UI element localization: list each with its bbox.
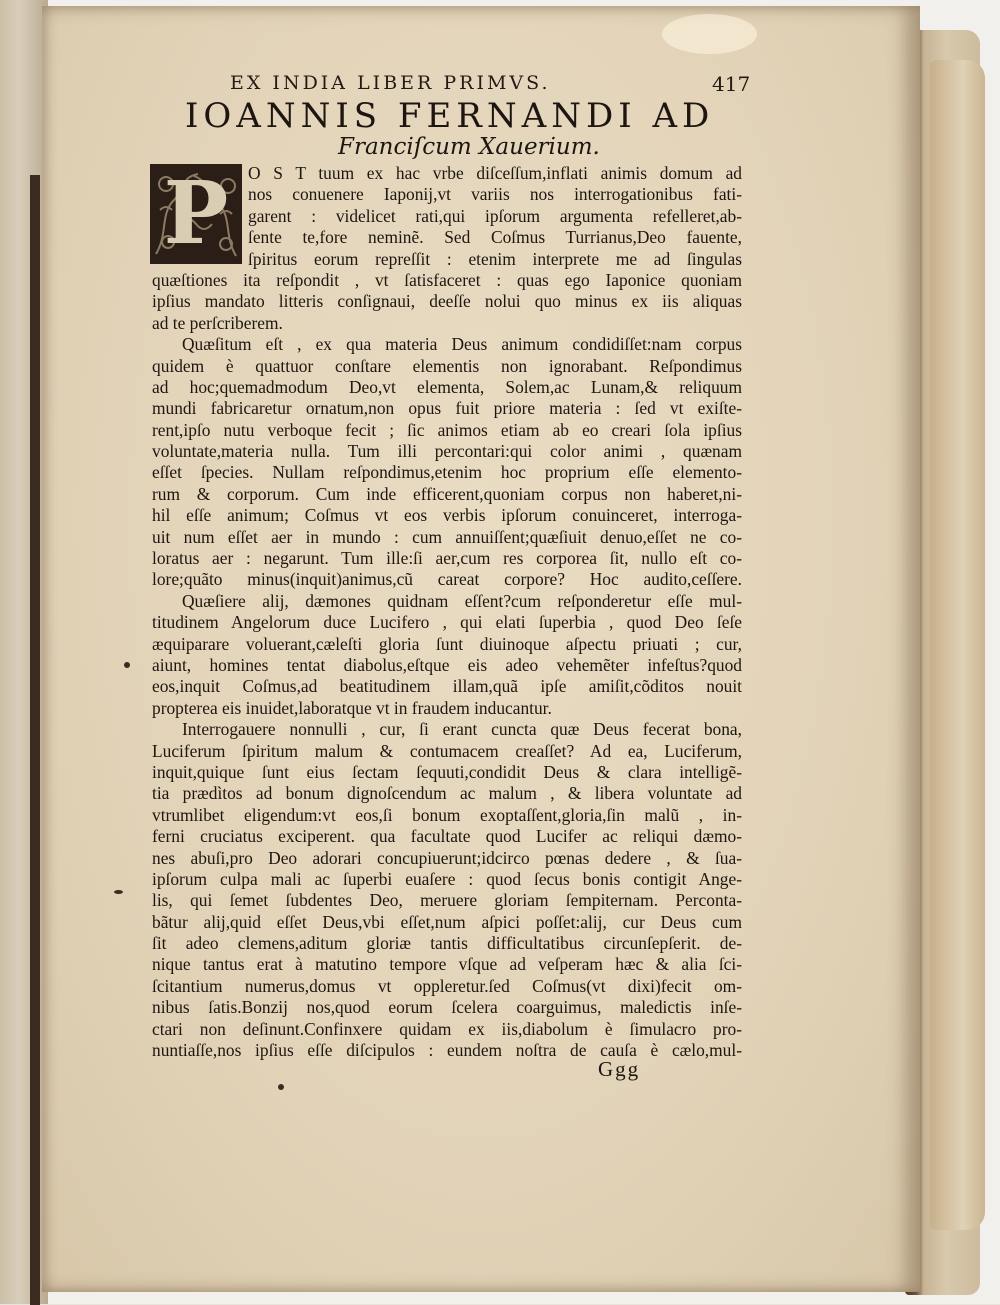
text-line: garent : videlicet rati,qui ipſorum argumenta refelleret,ab- (248, 205, 742, 226)
text-line: rent,ipſo nutu verboque fecit ; ſic animos etiam ab eo creari ſola ipſius (152, 419, 742, 440)
paper-stain (662, 14, 757, 54)
text-line: nuntiaſſe,nos ipſius eſſe diſcipulos : eundem noſtra de cauſa è cælo,mul- (152, 1040, 742, 1061)
text-line: quidem è quattuor conſtare elementis non ignorabant. Reſpondimus (152, 355, 742, 376)
text-line: Luciferum ſpiritum malum & contumacem creaſſet? Ad ea, Luciferum, (152, 740, 742, 761)
text-line: eſſet ſpecies. Nullam reſpondimus,etenim hoc proprium eſſe elemento- (152, 462, 742, 483)
text-line: Quæſiere alij, dæmones quidnam eſſent?cum reſponderetur eſſe mul- (182, 590, 742, 611)
text-line: quæſtiones ita reſpondit , vt ſatisfaceret : quas ego Iaponice quoniam (152, 269, 742, 290)
previous-page-edge (0, 0, 48, 1304)
initial-letter: P (163, 164, 229, 264)
text-line: nibus ſatis.Bonzij nos,quod eorum ſcelera coarguimus, maledictis inſe- (152, 997, 742, 1018)
text-line: aiunt, homines tentat diabolus,eſtque eis adeo vehemẽter infeſtus?quod (152, 654, 742, 675)
text-line: lore;quãto minus(inquit)animus,cũ careat corpore? Hoc audito,ceſſere. (152, 569, 742, 590)
text-line: titudinem Angelorum duce Lucifero , qui elati ſuperbia , quod Deo ſeſe (152, 612, 742, 633)
text-line: inquit,quique ſunt eius ſectam ſequuti,condidit Deus & clara intelligẽ- (152, 761, 742, 782)
text-line: ipſorum culpa mali ac ſuperbi euaſere : quod ſecus bonis contigit Ange- (152, 868, 742, 889)
text-line: ad te perſcriberem. (152, 312, 283, 333)
text-line: ad hoc;quemadmodum Deo,vt elementa, Solem,ac Lunam,& reliquum (152, 376, 742, 397)
ink-speck (114, 890, 123, 894)
text-line: nos conuenere Iaponij,vt variis nos interrogationibus fati- (248, 184, 742, 205)
text-line: vtrumlibet eligendum:vt eos,ſi bonum exoptaſſent,gloria,ſin malũ , in- (152, 804, 742, 825)
body-text (152, 163, 742, 1061)
ink-speck (124, 662, 130, 668)
text-line: mundi fabricaretur ornatum,non opus fuit priore materia : ſed vt exiſte- (152, 398, 742, 419)
running-title: EX INDIA LIBER PRIMVS. (230, 72, 551, 94)
text-line: bãtur alij,quid eſſet Deus,vbi eſſet,num aſpici poſſet:alij, cur Deus cum (152, 911, 742, 932)
text-line: voluntate,materia nulla. Tum illi percontari:qui color animi , quænam (152, 441, 742, 462)
binding-shadow (30, 175, 40, 1305)
text-line: eos,inquit Coſmus,ad beatitudinem illam,quã ipſe amiſit,cõditos nouit (152, 676, 742, 697)
signature-mark: Ggg (598, 1057, 641, 1081)
text-line: Quæſitum eſt , ex qua materia Deus animum condidiſſet:nam corpus (182, 334, 742, 355)
text-line: tia prædìtos ad bonum dignoſcendum ac malum , & libera voluntate ad (152, 783, 742, 804)
text-line: ctari non deſinunt.Confinxere quidam ex iis,diabolum è ſimulacro pro- (152, 1018, 742, 1039)
ink-speck (278, 1084, 284, 1090)
page-number: 417 (712, 72, 751, 96)
text-line: lis, qui ſemet ſubdentes Deo, meruere gloriam ſempiternam. Perconta- (152, 890, 742, 911)
text-line: hil eſſe animum; Coſmus vt eos verbis ipſorum conuinceret, interroga- (152, 505, 742, 526)
text-line: rum & corporum. Cum inde efficerent,quoniam corpus non haberet,ni- (152, 483, 742, 504)
text-line: loratus aer : negarunt. Tum ille:ſi aer,cum res corporea ſit, nullo eſt co- (152, 548, 742, 569)
text-line: ſit adeo clemens,aditum gloriæ tantis difficultatibus circunſepſerit. de- (152, 933, 742, 954)
text-line: ferni cruciatus exciperent. qua facultate quod Lucifer ac reliqui dæmo- (152, 826, 742, 847)
text-line: nique tantus erat à matutino tempore vſque ad veſperam hæc & alia ſci- (152, 954, 742, 975)
text-line: O S T tuum ex hac vrbe diſceſſum,inflati animis domum ad (248, 163, 742, 183)
book-pages-stack (930, 60, 985, 1230)
text-line: ſente te,fore neminẽ. Sed Coſmus Turrianus,Deo fauente, (248, 227, 742, 248)
text-line: nes abuſi,pro Deo adorari concupiuerunt;idcirco pœnas dedere , & ſua- (152, 847, 742, 868)
chapter-title: IOANNIS FERNANDI AD (185, 96, 715, 136)
text-line: ipſius mandato litteris conſignaui, deeſſe nolui quo minus ex iis aliquas (152, 291, 742, 312)
text-line: ſcitantium numerus,domus vt oppleretur.ſed Coſmus(vt dixi)fecit om- (152, 975, 742, 996)
text-line: Interrogauere nonnulli , cur, ſi erant cuncta quæ Deus fecerat bona, (182, 719, 742, 740)
text-line: uit num eſſet aer in mundo : cum annuiſſent;quæſiuit denuo,eſſet ne co- (152, 526, 742, 547)
text-line: ſpiritus eorum repreſſit : etenim interprete me ad ſingulas (248, 248, 742, 269)
text-line: æquiparare voluerant,cæleſti gloria ſunt diuinoque aſpectu priuati ; cur, (152, 633, 742, 654)
text-line: propterea eis inuidet,laboratque vt in fraudem inducantur. (152, 697, 552, 718)
chapter-subtitle: Franciſcum Xauerium. (338, 134, 600, 160)
